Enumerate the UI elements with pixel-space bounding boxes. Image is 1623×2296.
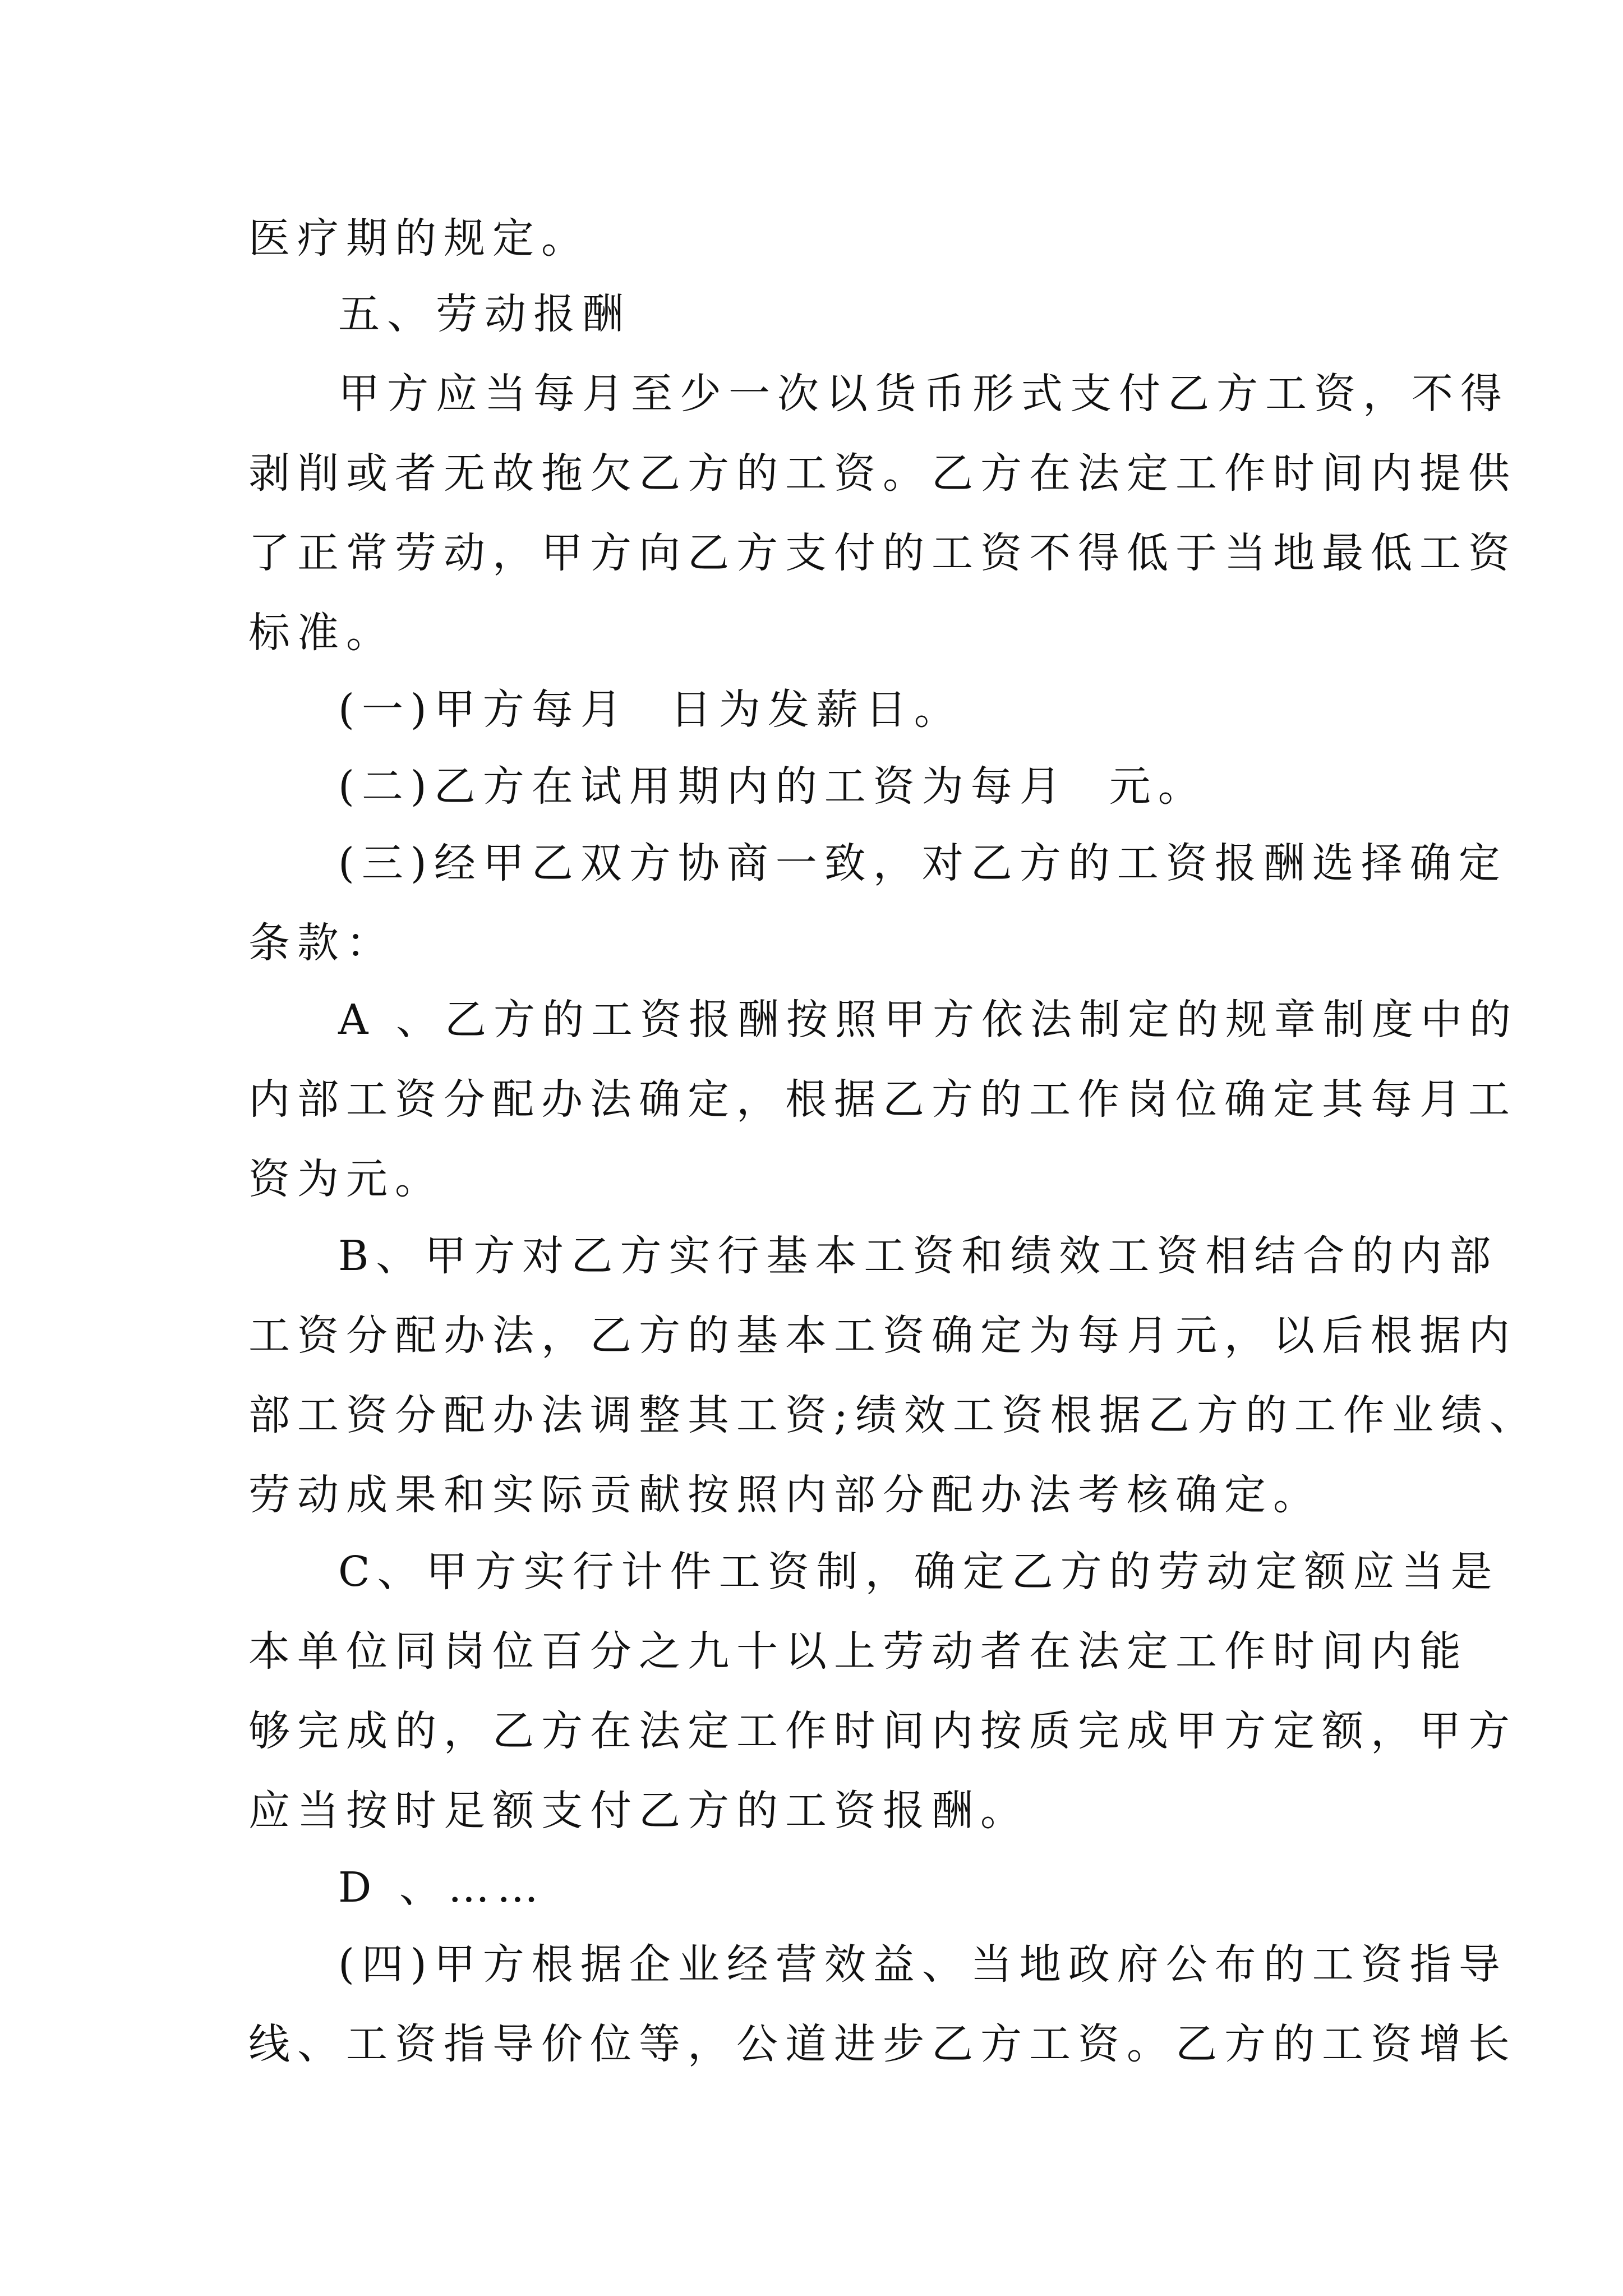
clause-item: (三)经甲乙双方协商一致，对乙方的工资报酬选择确定	[338, 839, 1507, 887]
option-item: A 、乙方的工资报酬按照甲方依法制定的规章制度中的	[338, 996, 1518, 1044]
section-heading: 五、劳动报酬	[338, 290, 631, 338]
clause-item: (二)乙方在试用期内的工资为每月 元。	[338, 762, 1207, 811]
text-line: 剥削或者无故拖欠乙方的工资。乙方在法定工作时间内提供	[248, 449, 1517, 498]
text-line: 资为元。	[248, 1155, 444, 1203]
text-line: 了正常劳动，甲方向乙方支付的工资不得低于当地最低工资	[248, 529, 1517, 577]
option-item: C、甲方实行计件工资制，确定乙方的劳动定额应当是	[338, 1548, 1500, 1596]
text-line: 医疗期的规定。	[248, 214, 590, 263]
text-line: 内部工资分配办法确定，根据乙方的工作岗位确定其每月工	[248, 1075, 1517, 1124]
text-line: 劳动成果和实际贡献按照内部分配办法考核确定。	[248, 1471, 1322, 1519]
text-line: 标准。	[248, 609, 395, 657]
text-line: 条款：	[248, 919, 395, 967]
text-line: 部工资分配办法调整其工资;绩效工资根据乙方的工作业绩、	[248, 1391, 1538, 1439]
text-line: 工资分配办法，乙方的基本工资确定为每月元，以后根据内	[248, 1312, 1517, 1360]
clause-item: (一)甲方每月 日为发薪日。	[338, 685, 963, 734]
text-line: 够完成的，乙方在法定工作时间内按质完成甲方定额，甲方	[248, 1707, 1517, 1755]
option-item: D 、……	[338, 1864, 546, 1912]
text-line: 甲方应当每月至少一次以货币形式支付乙方工资，不得	[338, 370, 1509, 418]
text-line: 线、工资指导价位等，公道进步乙方工资。乙方的工资增长	[248, 2020, 1517, 2068]
text-line: 本单位同岗位百分之九十以上劳动者在法定工作时间内能	[248, 1627, 1468, 1676]
text-line: 应当按时足额支付乙方的工资报酬。	[248, 1787, 1029, 1835]
clause-item: (四)甲方根据企业经营效益、当地政府公布的工资指导	[338, 1940, 1507, 1989]
option-item: B、甲方对乙方实行基本工资和绩效工资相结合的内部	[338, 1232, 1498, 1280]
